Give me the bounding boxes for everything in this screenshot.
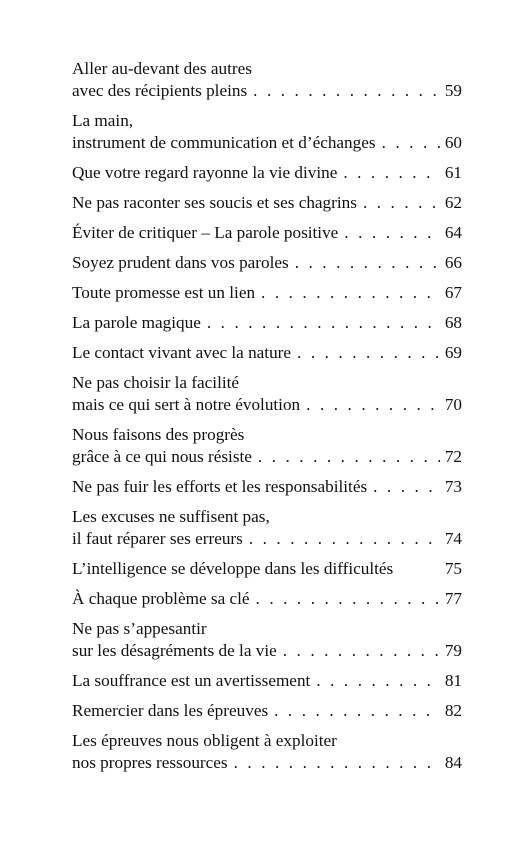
toc-entry[interactable] xyxy=(72,670,462,692)
toc-page-number: 68 xyxy=(444,313,462,332)
toc-entry-title-line1: La main, xyxy=(72,111,134,130)
dot-leader xyxy=(367,476,440,498)
dot-leader xyxy=(255,282,440,304)
toc-entry-title-line1: Aller au-devant des autres xyxy=(72,59,252,78)
toc-entry-title: Ne pas fuir les efforts et les responsabilités xyxy=(72,477,368,496)
dot-leader xyxy=(247,80,440,102)
toc-entry-title: Remercier dans les épreuves xyxy=(72,701,269,720)
toc-entry-title-line1: Les excuses ne suffisent pas, xyxy=(72,507,270,526)
dot-leader xyxy=(228,752,440,774)
dot-leader xyxy=(243,528,440,550)
toc-page-number: 60 xyxy=(444,133,462,152)
toc-page-number: 62 xyxy=(444,193,462,212)
toc-entry-title: Soyez prudent dans vos paroles xyxy=(72,253,289,272)
toc-page-number: 75 xyxy=(444,559,462,578)
toc-entry[interactable] xyxy=(72,588,462,610)
toc-entry-title: À chaque problème sa clé xyxy=(72,589,250,608)
toc-entry[interactable] xyxy=(72,282,462,304)
toc-entry-title: Toute promesse est un lien xyxy=(72,283,256,302)
toc-entry[interactable] xyxy=(72,252,462,274)
toc-entry-title: sur les désagréments de la vie xyxy=(72,641,277,660)
dot-leader xyxy=(277,640,440,662)
toc-entry[interactable] xyxy=(72,110,462,154)
dot-leader xyxy=(201,312,440,334)
toc-page-number: 84 xyxy=(444,753,462,772)
toc-entry[interactable] xyxy=(72,342,462,364)
toc-entry-title: nos propres ressources xyxy=(72,753,228,772)
toc-entry[interactable] xyxy=(72,162,462,184)
toc-entry-title: mais ce qui sert à notre évolution xyxy=(72,395,301,414)
table-of-contents xyxy=(72,58,462,782)
toc-page-number: 79 xyxy=(444,641,462,660)
toc-entry[interactable] xyxy=(72,372,462,416)
toc-page-number: 64 xyxy=(444,223,462,242)
toc-page-number: 69 xyxy=(444,343,462,362)
toc-page-number: 70 xyxy=(444,395,462,414)
toc-page-number: 77 xyxy=(444,589,462,608)
toc-entry-title: Que votre regard rayonne la vie divine xyxy=(72,163,338,182)
toc-entry[interactable] xyxy=(72,618,462,662)
toc-entry[interactable] xyxy=(72,58,462,102)
toc-page-number: 61 xyxy=(444,163,462,182)
toc-entry[interactable] xyxy=(72,476,462,498)
toc-entry-title: grâce à ce qui nous résiste xyxy=(72,447,252,466)
toc-entry[interactable] xyxy=(72,192,462,214)
dot-leader xyxy=(252,446,440,468)
toc-page-number: 82 xyxy=(444,701,462,720)
toc-page-number: 74 xyxy=(444,529,462,548)
dot-leader xyxy=(289,252,440,274)
toc-entry-title: La parole magique xyxy=(72,313,201,332)
toc-entry-title: Ne pas raconter ses soucis et ses chagrins xyxy=(72,193,357,212)
toc-entry[interactable] xyxy=(72,700,462,722)
dot-leader xyxy=(291,342,440,364)
dot-leader xyxy=(376,132,440,154)
toc-entry-title: Éviter de critiquer – La parole positive xyxy=(72,223,339,242)
toc-entry-title: instrument de communication et d’échanges xyxy=(72,133,376,152)
toc-page-number: 66 xyxy=(444,253,462,272)
toc-entry[interactable] xyxy=(72,312,462,334)
toc-entry[interactable] xyxy=(72,424,462,468)
dot-leader xyxy=(337,162,440,184)
dot-leader xyxy=(268,700,440,722)
toc-page-number: 67 xyxy=(444,283,462,302)
toc-entry-title-line1: Les épreuves nous obligent à exploiter xyxy=(72,731,337,750)
toc-entry-title: avec des récipients pleins xyxy=(72,81,248,100)
dot-leader xyxy=(357,192,440,214)
dot-leader xyxy=(300,394,440,416)
dot-leader xyxy=(250,588,440,610)
toc-entry[interactable] xyxy=(72,730,462,774)
toc-entry-title: L’intelligence se développe dans les difficultés xyxy=(72,559,394,578)
toc-page-number: 59 xyxy=(444,81,462,100)
toc-entry[interactable] xyxy=(72,558,462,580)
toc-page-number: 73 xyxy=(444,477,462,496)
toc-entry-title-line1: Ne pas s’appesantir xyxy=(72,619,207,638)
toc-page-number: 81 xyxy=(444,671,462,690)
toc-entry-title-line1: Nous faisons des progrès xyxy=(72,425,245,444)
toc-entry[interactable] xyxy=(72,506,462,550)
toc-entry-title: il faut réparer ses erreurs xyxy=(72,529,243,548)
toc-entry[interactable] xyxy=(72,222,462,244)
toc-page-number: 72 xyxy=(444,447,462,466)
toc-entry-title: La souffrance est un avertissement xyxy=(72,671,311,690)
dot-leader xyxy=(338,222,440,244)
dot-leader xyxy=(310,670,440,692)
toc-entry-title: Le contact vivant avec la nature xyxy=(72,343,292,362)
toc-entry-title-line1: Ne pas choisir la facilité xyxy=(72,373,240,392)
